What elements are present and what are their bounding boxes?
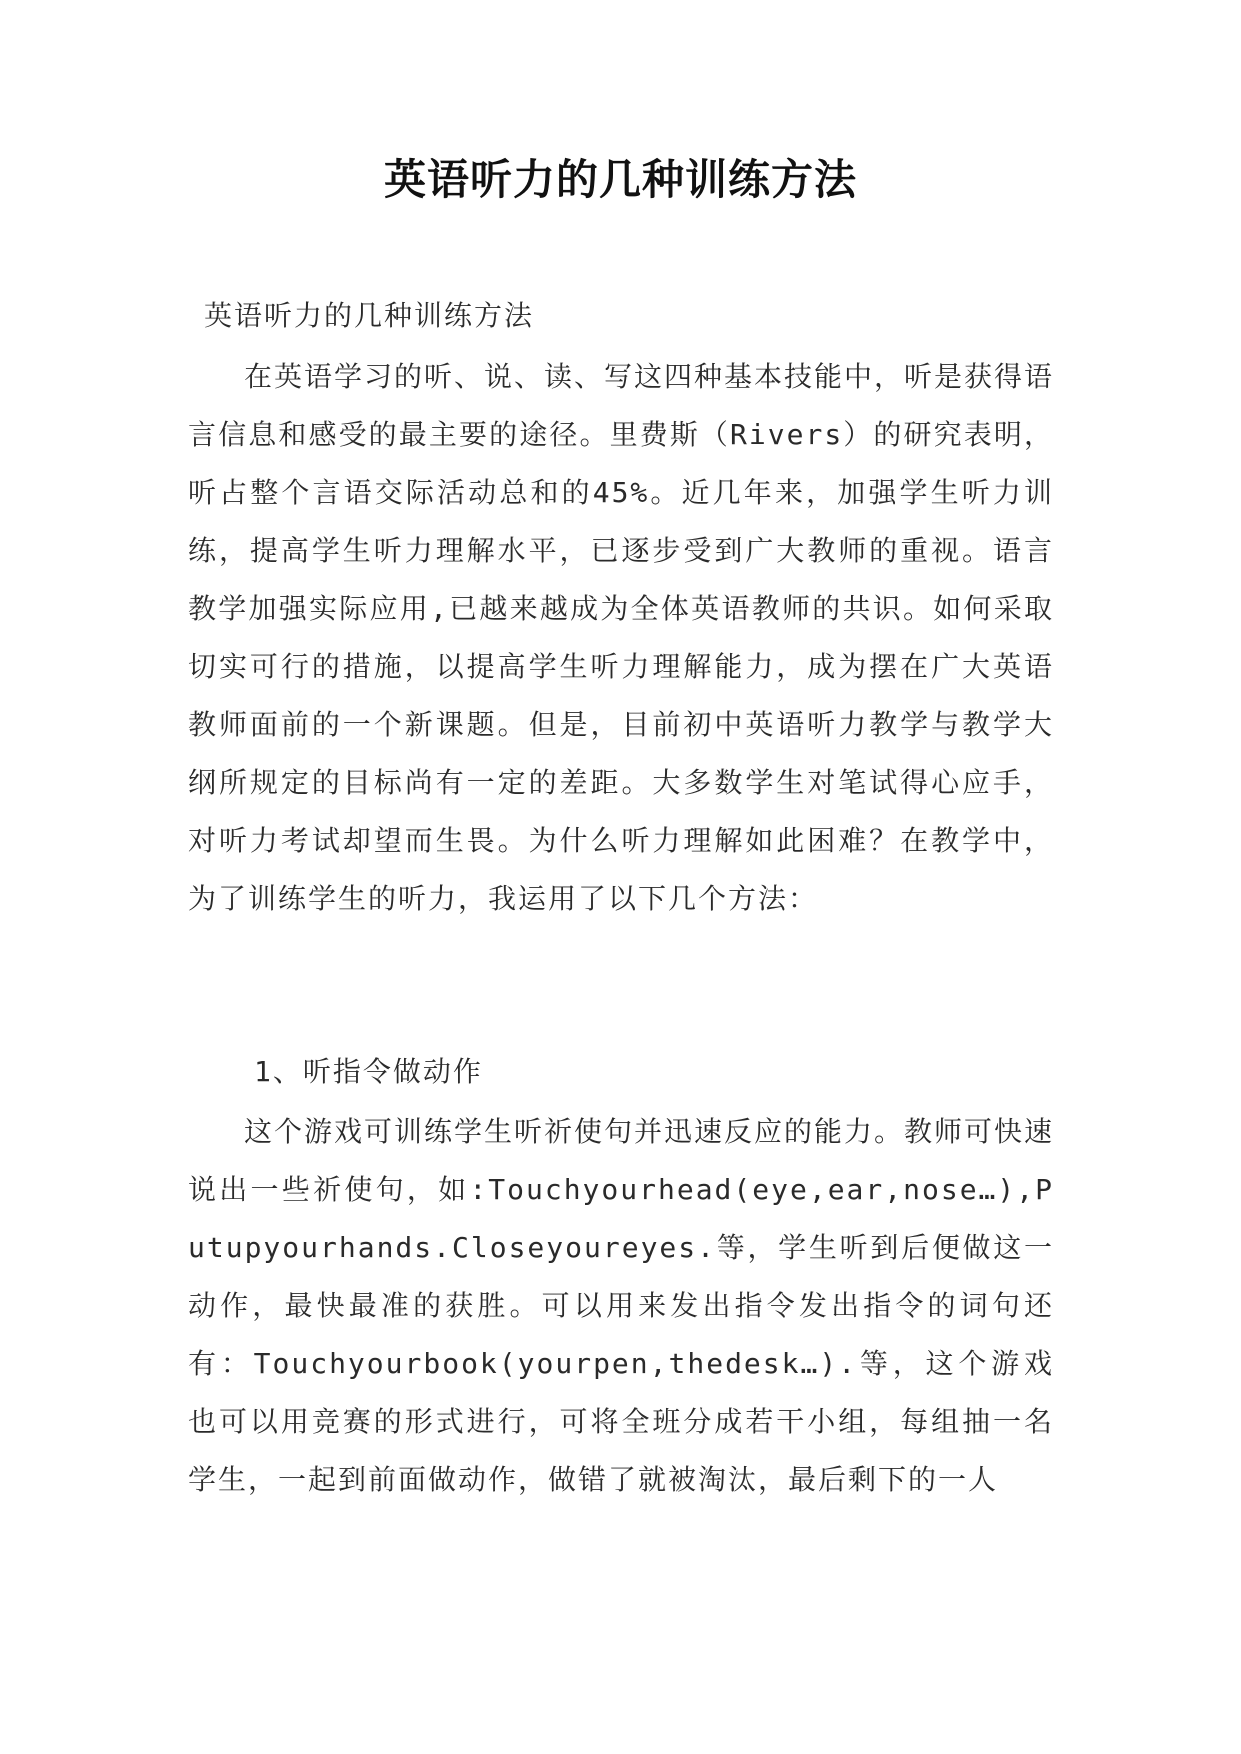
section-paragraph: 这个游戏可训练学生听祈使句并迅速反应的能力。教师可快速说出一些祈使句，如:Touchyourhead(eye,ear,nose…),Putupyourhands.Closeyoureyes.等，学生听到后便做这一动作，最快最准的获胜。可以用来发出指令发出指令的词句还有：Touchyourbook(yourpen,thedesk…).等，这个游戏也可以用竞赛的形式进行，可将全班分成若干小组，每组抽一名学生，一起到前面做动作，做错了就被淘汰，最后剩下的一人 xyxy=(188,1115,1055,1496)
intro-paragraph: 在英语学习的听、说、读、写这四种基本技能中，听是获得语言信息和感受的最主要的途径。里费斯（Rivers）的研究表明，听占整个言语交际活动总和的45%。近几年来，加强学生听力训练，提高学生听力理解水平，已逐步受到广大教师的重视。语言教学加强实际应用,已越来越成为全体英语教师的共识。如何采取切实可行的措施，以提高学生听力理解能力，成为摆在广大英语教师面前的一个新课题。但是，目前初中英语听力教学与教学大纲所规定的目标尚有一定的差距。大多数学生对笔试得心应手，对听力考试却望而生畏。为什么听力理解如此困难？在教学中，为了训练学生的听力，我运用了以下几个方法： xyxy=(188,360,1055,915)
document-subtitle: 英语听力的几种训练方法 xyxy=(204,299,535,332)
document-title: 英语听力的几种训练方法 xyxy=(383,155,857,204)
section-heading: 1、听指令做动作 xyxy=(254,1055,483,1088)
